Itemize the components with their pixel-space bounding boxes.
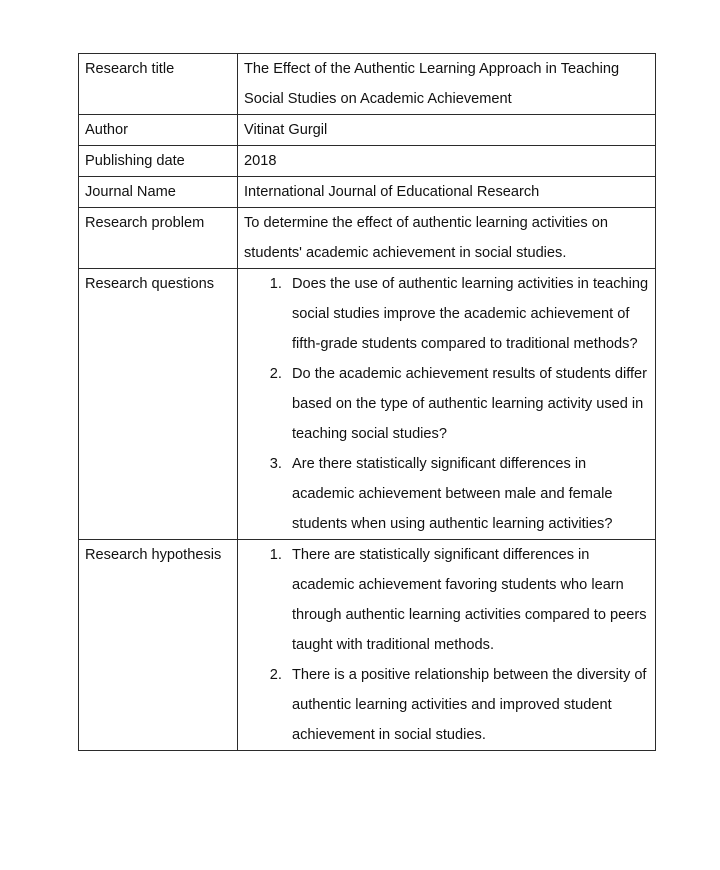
list-item: 1. There are statistically significant differences in academic achievement favoring students who learn through authentic learning activities compared to peers taught with traditional methods. bbox=[286, 540, 649, 660]
research-hypothesis-value bbox=[238, 540, 656, 751]
list-item: 2. Do the academic achievement results of students differ based on the type of authentic learning activity used in teaching social studies? bbox=[286, 359, 649, 449]
author-value: Vitinat Gurgil bbox=[238, 115, 656, 146]
row-label: Research problem bbox=[79, 208, 238, 269]
table-row-research-title bbox=[79, 54, 656, 115]
research-title-value: The Effect of the Authentic Learning Approach in Teaching Social Studies on Academic Achievement bbox=[238, 54, 656, 115]
research-problem-value: To determine the effect of authentic learning activities on students' academic achievement in social studies. bbox=[238, 208, 656, 269]
list-item: 2. There is a positive relationship between the diversity of authentic learning activities and improved student achievement in social studies. bbox=[286, 660, 649, 750]
research-questions-list bbox=[244, 269, 649, 539]
research-questions-value bbox=[238, 269, 656, 540]
table-row-research-problem bbox=[79, 208, 656, 269]
row-label: Journal Name bbox=[79, 177, 238, 208]
row-label: Research questions bbox=[79, 269, 238, 540]
row-label: Research title bbox=[79, 54, 238, 115]
list-item: 1. Does the use of authentic learning activities in teaching social studies improve the academic achievement of fifth-grade students compared to traditional methods? bbox=[286, 269, 649, 359]
journal-name-value: International Journal of Educational Research bbox=[238, 177, 656, 208]
research-summary-table bbox=[78, 53, 656, 751]
table-row-publishing-date bbox=[79, 146, 656, 177]
table-row-journal-name bbox=[79, 177, 656, 208]
table-row-research-questions bbox=[79, 269, 656, 540]
publishing-date-value: 2018 bbox=[238, 146, 656, 177]
row-label: Research hypothesis bbox=[79, 540, 238, 751]
table-row-author bbox=[79, 115, 656, 146]
list-item: 3. Are there statistically significant differences in academic achievement between male and female students when using authentic learning activities? bbox=[286, 449, 649, 539]
research-hypothesis-list bbox=[244, 540, 649, 750]
row-label: Author bbox=[79, 115, 238, 146]
row-label: Publishing date bbox=[79, 146, 238, 177]
table-row-research-hypothesis bbox=[79, 540, 656, 751]
